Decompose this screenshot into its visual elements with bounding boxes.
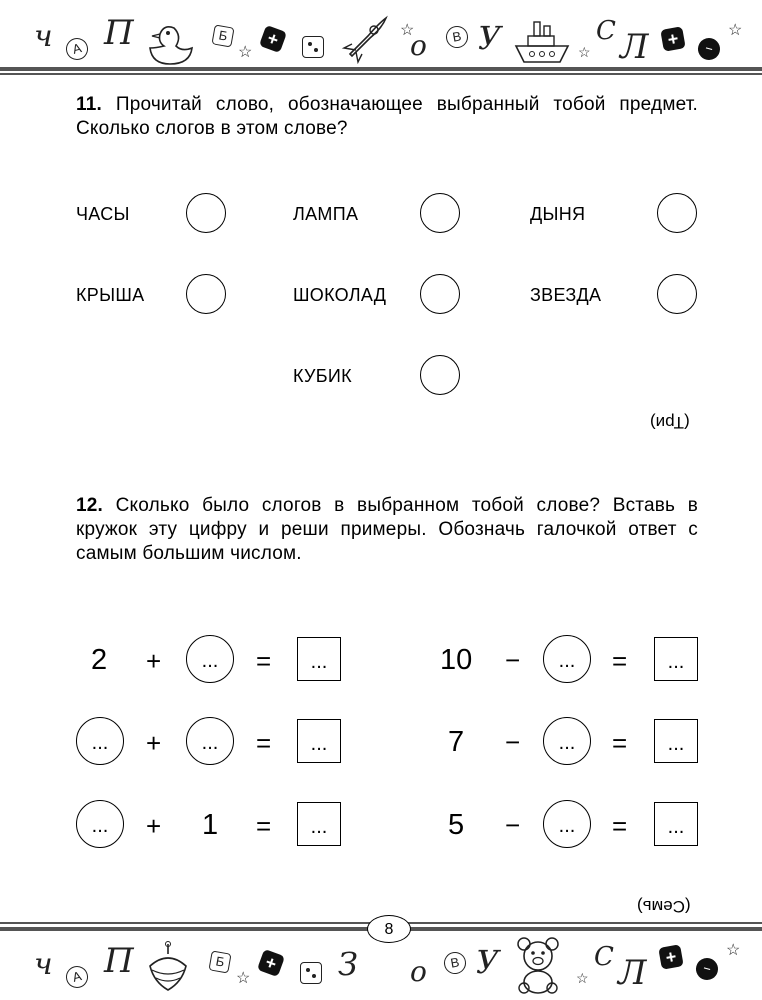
syllable-circle-zvezda[interactable] — [657, 274, 697, 314]
word-dynya: ДЫНЯ — [530, 204, 586, 224]
letter-ve-badge-icon: В — [444, 24, 469, 49]
minus-badge-icon: − — [694, 956, 721, 983]
eq1-answer-circle[interactable]: ... — [186, 635, 234, 683]
eq4-operator: − — [505, 645, 521, 675]
letter-ve-badge-icon: В — [442, 950, 467, 975]
dice-icon — [302, 36, 324, 58]
eq2-left-circle[interactable]: ... — [76, 717, 124, 765]
task-11-answer-upside-down: (Три) — [650, 413, 690, 432]
star-icon: ☆ — [400, 20, 415, 39]
eq6-operator: − — [505, 810, 521, 840]
star-icon: ☆ — [238, 42, 253, 61]
letter-es-icon: С — [596, 16, 616, 46]
eq6-left-number: 5 — [448, 809, 465, 841]
letter-be-box-icon: Б — [208, 950, 231, 973]
eq3-equals: = — [256, 811, 272, 841]
plus-block-icon: + — [660, 26, 685, 51]
star-icon: ☆ — [578, 45, 591, 61]
eq4-equals: = — [612, 646, 628, 676]
task-11-text — [76, 93, 698, 141]
task-12-text — [76, 494, 698, 566]
word-krysha: КРЫША — [76, 285, 145, 305]
letter-a-badge-icon: А — [64, 36, 91, 63]
eq4-left-number: 10 — [440, 644, 473, 676]
word-zvezda: ЗВЕЗДА — [530, 285, 602, 305]
teddy-bear-icon — [510, 934, 566, 996]
syllable-circle-krysha[interactable] — [186, 274, 226, 314]
minus-badge-icon: − — [696, 36, 723, 63]
eq1-equals: = — [256, 646, 272, 676]
syllable-circle-lampa[interactable] — [420, 193, 460, 233]
word-shokolad: ШОКОЛАД — [293, 285, 387, 305]
star-icon: ☆ — [728, 20, 743, 39]
top-border-decoration — [0, 0, 762, 70]
duck-toy-icon — [142, 18, 198, 68]
eq2-right-circle[interactable]: ... — [186, 717, 234, 765]
syllable-circle-dynya[interactable] — [657, 193, 697, 233]
star-icon: ☆ — [236, 968, 251, 987]
eq1-operator: + — [146, 646, 162, 676]
eq3-operator: + — [146, 811, 162, 841]
eq5-answer-circle[interactable]: ... — [543, 717, 591, 765]
letter-pe-icon: П — [104, 941, 134, 981]
eq1-left-number: 2 — [91, 644, 108, 676]
word-kubik: КУБИК — [293, 366, 352, 386]
eq3-result-box[interactable]: ... — [297, 802, 341, 846]
ship-icon — [512, 16, 572, 66]
word-lampa: ЛАМПА — [293, 204, 359, 224]
letter-o-icon: о — [410, 955, 427, 988]
eq2-result-box[interactable]: ... — [297, 719, 341, 763]
rocket-icon — [338, 12, 392, 66]
letter-u-icon: У — [478, 19, 502, 57]
letter-es-icon: С — [594, 942, 614, 972]
letter-ze-icon: З — [338, 945, 358, 983]
eq1-result-box[interactable]: ... — [297, 637, 341, 681]
dice-icon — [300, 962, 322, 984]
task-12-number: 12. — [76, 495, 104, 516]
star-icon: ☆ — [576, 971, 589, 987]
star-icon: ☆ — [726, 940, 741, 959]
plus-block-icon: + — [257, 949, 285, 977]
task-11-number: 11. — [76, 94, 102, 115]
eq6-answer-circle[interactable]: ... — [543, 800, 591, 848]
letter-che-icon: ч — [34, 19, 53, 54]
task-12-answer-upside-down: (Семь) — [637, 897, 691, 916]
eq6-result-box[interactable]: ... — [654, 802, 698, 846]
page-number: 8 — [367, 915, 411, 943]
eq5-left-number: 7 — [448, 726, 465, 758]
top-border-line-thin — [0, 73, 762, 75]
syllable-circle-kubik[interactable] — [420, 355, 460, 395]
letter-be-box-icon: Б — [211, 24, 234, 47]
eq5-operator: − — [505, 727, 521, 757]
syllable-circle-chasy[interactable] — [186, 193, 226, 233]
plus-block-icon: + — [259, 25, 287, 53]
eq6-equals: = — [612, 811, 628, 841]
top-border-line — [0, 67, 762, 71]
task-12-instruction: Сколько было слогов в выбранном тобой слове? Вставь в кружок эту цифру и реши примеры. Обозначь галочкой ответ с самым большим числом. — [76, 495, 698, 564]
eq5-equals: = — [612, 728, 628, 758]
letter-u-icon: У — [476, 943, 500, 981]
letter-a-badge-icon: А — [64, 964, 91, 991]
letter-el-icon: Л — [618, 953, 647, 993]
eq2-equals: = — [256, 728, 272, 758]
eq4-answer-circle[interactable]: ... — [543, 635, 591, 683]
letter-el-icon: Л — [620, 27, 649, 67]
letter-che-icon: ч — [34, 947, 53, 982]
word-chasy: ЧАСЫ — [76, 204, 130, 224]
plus-block-icon: + — [658, 944, 683, 969]
letter-pe-icon: П — [104, 13, 134, 53]
eq4-result-box[interactable]: ... — [654, 637, 698, 681]
eq3-left-circle[interactable]: ... — [76, 800, 124, 848]
letter-o-icon: о — [410, 29, 427, 62]
syllable-circle-shokolad[interactable] — [420, 274, 460, 314]
spinning-top-icon — [140, 940, 196, 996]
eq2-operator: + — [146, 728, 162, 758]
eq3-right-number: 1 — [202, 809, 219, 841]
task-11-instruction: Прочитай слово, обозначающее выбранный тобой предмет. Сколько слогов в этом слове? — [76, 94, 698, 139]
bottom-border-decoration — [0, 930, 762, 1000]
eq5-result-box[interactable]: ... — [654, 719, 698, 763]
